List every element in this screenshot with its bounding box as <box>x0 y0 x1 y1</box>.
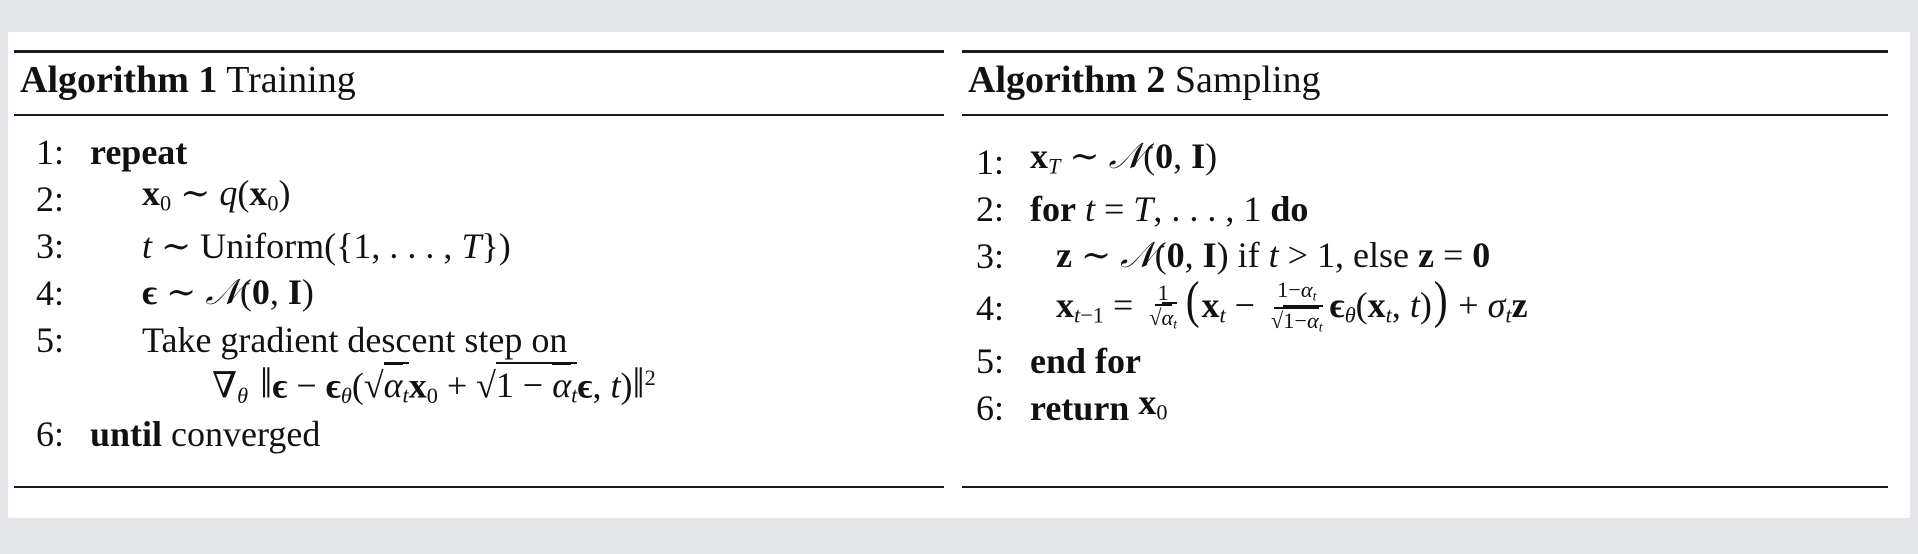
algo2-line-2 <box>976 185 1888 232</box>
math-sample-noise: ϵ ∼ 𝒩(0, I) <box>142 272 314 313</box>
algo1-line-4 <box>36 269 944 316</box>
line-number: 5: <box>36 319 65 360</box>
algorithm-2-block <box>962 50 1888 431</box>
line-number: 2: <box>976 188 1005 229</box>
algorithm-2-label: Algorithm 2 <box>968 59 1166 101</box>
math-sample-z: z ∼ 𝒩(0, I) if t > 1, else z = 0 <box>1056 235 1491 276</box>
algo2-line-5 <box>976 337 1888 384</box>
algo1-line-5-equation <box>36 359 944 410</box>
algo1-line-2 <box>36 175 944 222</box>
bottom-rule <box>962 486 1888 488</box>
line-number: 5: <box>976 340 1005 381</box>
algorithm-1-block <box>14 50 944 457</box>
algorithm-2-body <box>962 116 1888 431</box>
line-number: 6: <box>36 413 65 454</box>
math-sample-x0: $x_0$ ∼ $q(x_0)$ <box>142 173 291 216</box>
math-init-xT: $x_T$ ∼ 𝒩(0, I) <box>1030 136 1218 179</box>
line-number: 4: <box>976 288 1005 328</box>
algo2-line-4 <box>976 270 1888 337</box>
algorithm-2-title: Sampling <box>1174 59 1321 101</box>
line-number: 1: <box>36 131 65 172</box>
algorithm-1-caption <box>14 53 944 114</box>
math-return-x0: $x_0$ <box>1138 382 1168 425</box>
step-description: Take gradient descent step on <box>142 319 568 360</box>
until-condition: converged <box>171 413 321 454</box>
math-loss-gradient: $\nabla_\theta$ ‖ϵ − $\epsilon_\theta(√\alpha_tx_0 + √1 - \alpha_t\epsilon$, t)‖$^2$ <box>212 359 656 408</box>
algo1-line-3 <box>36 222 944 269</box>
math-update-step: $x_{t-1}$ = $\frac{1}{√\alpha_t}$ ($x_t$ − $\frac{1-\alpha_t}{√1-\alpha_t}$ $\epsilon_\theta(x_t$, $t)) + \sigma_tz$ <box>1056 270 1528 335</box>
algo2-line-3 <box>976 232 1888 279</box>
algo2-line-6 <box>976 384 1888 431</box>
line-number: 1: <box>976 141 1005 182</box>
line-number: 4: <box>36 272 65 313</box>
algorithm-1-label: Algorithm 1 <box>20 59 218 101</box>
line-number: 3: <box>36 225 65 266</box>
math-loop-range: t = T, . . . , 1 <box>1084 188 1262 229</box>
math-sample-t: t ∼ Uniform({1, . . . , T}) <box>142 225 511 266</box>
keyword-do: do <box>1270 188 1309 229</box>
algorithm-2-caption <box>962 53 1888 114</box>
algo2-line-1 <box>976 138 1888 185</box>
keyword-until: until <box>90 413 163 454</box>
bottom-rule <box>14 486 944 488</box>
algorithm-1-title: Training <box>226 59 356 101</box>
line-number: 3: <box>976 235 1005 276</box>
algorithm-1-body <box>14 116 944 457</box>
keyword-return: return <box>1030 387 1130 428</box>
paper-page <box>8 32 1910 518</box>
line-number: 6: <box>976 387 1005 428</box>
line-number: 2: <box>36 178 65 219</box>
keyword-repeat: repeat <box>90 131 188 172</box>
algo1-line-1 <box>36 128 944 175</box>
keyword-end-for: end for <box>1030 340 1141 381</box>
keyword-for: for <box>1030 188 1076 229</box>
